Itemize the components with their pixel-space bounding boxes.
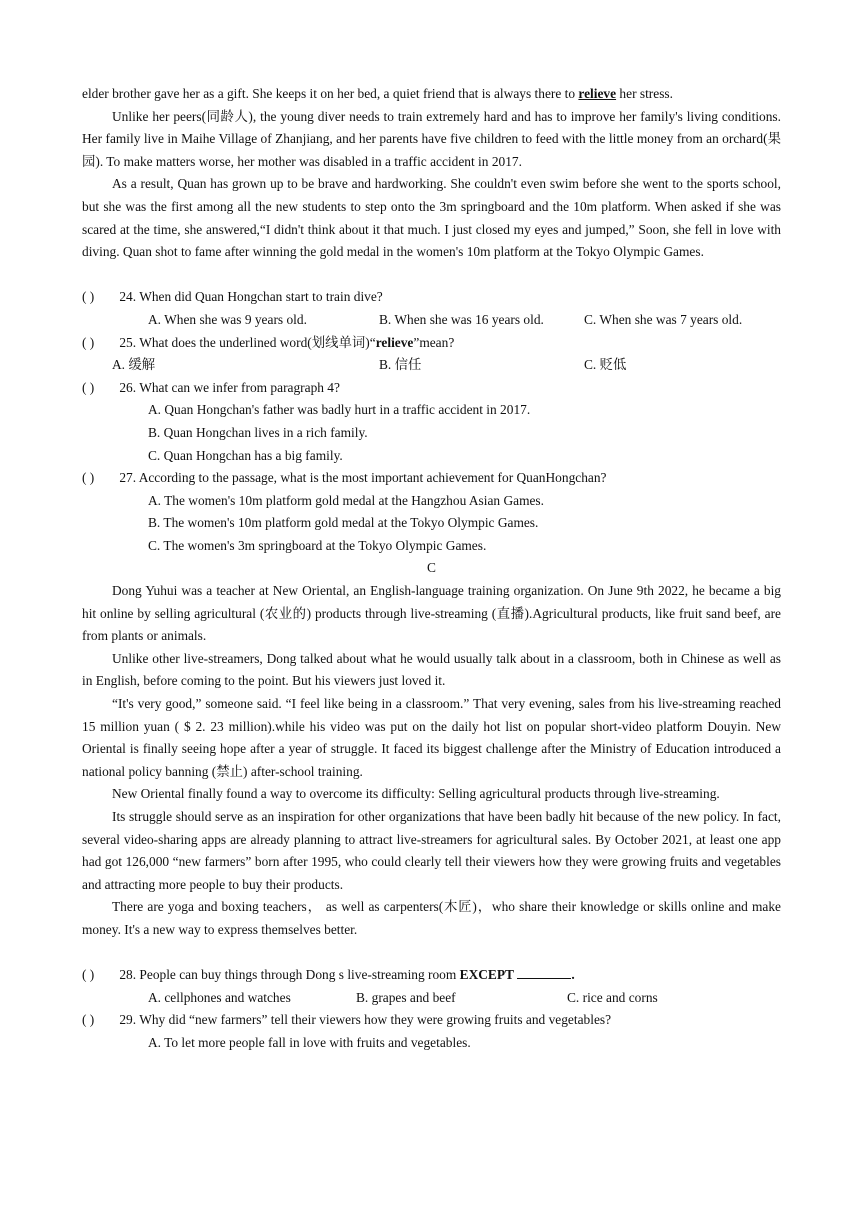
paragraph-text: elder brother gave her as a gift. She keeps it on her bed, a quiet friend that is always there to [82,86,579,101]
question-stem-end: ”mean? [413,334,455,350]
spacer [82,942,781,965]
question-stem: 25. What does the underlined word(划线单词)“ [116,334,376,350]
bold-word-except: EXCEPT [459,967,514,983]
answer-blank[interactable]: ( ) [82,379,95,395]
passage-b-paragraph-3: As a result, Quan has grown up to be brave and hardworking. She couldn't even swim before she went to the sports school, but she was the first among all the new students to step onto the 3m springboard and the 10m platform. When asked if she was scared at the time, she answered,“I didn't think about it that much. I just closed my eyes and jumped,” Soon, she fell in love with diving. Quan shot to fame after winning the gold medal in the women's 10m platform at the Tokyo Olympic Games. [82,176,781,260]
question-29 [82,1009,781,1054]
answer-blank[interactable]: ( ) [82,967,95,983]
question-stem: 26. What can we infer from paragraph 4? [116,379,340,395]
option-a: A. The women's 10m platform gold medal at the Hangzhou Asian Games. [148,492,544,508]
answer-blank[interactable]: ( ) [82,334,95,350]
option-a: A. When she was 9 years old. [148,311,307,327]
answer-blank[interactable]: ( ) [82,1012,95,1028]
option-b: B. When she was 16 years old. [379,311,544,327]
question-stem-end: . [571,967,575,983]
question-25 [82,332,781,377]
option-b: B. grapes and beef [356,989,456,1005]
option-b: B. Quan Hongchan lives in a rich family. [148,424,368,440]
option-c: C. When she was 7 years old. [584,311,743,327]
answer-blank[interactable]: ( ) [82,289,95,305]
question-26 [82,377,781,467]
passage-c-paragraph-3: “It's very good,” someone said. “I feel like being in a classroom.” That very evening, sales from his live-streaming reached 15 million yuan ( $ 2. 23 million).while his video was put on the daily hot list on popular short-video platform Douyin. New Oriental is finally seeing hope after a year of struggle. It faced its biggest challenge after the Ministry of Education introduced a national policy banning (禁止) after-school training. [82,696,781,779]
underlined-word-relieve: relieve [578,86,617,101]
option-c: C. rice and corns [567,989,658,1005]
option-a: A. To let more people fall in love with fruits and vegetables. [148,1034,471,1050]
passage-c-paragraph-6: There are yoga and boxing teachers， as well as carpenters(木匠)，who share their knowledge or skills online and make money. It's a new way to express themselves better. [82,899,781,937]
fill-in-blank-line[interactable] [517,966,571,979]
spacer [82,264,781,287]
option-c: C. The women's 3m springboard at the Tokyo Olympic Games. [148,537,487,553]
passage-c-paragraph-5: Its struggle should serve as an inspiration for other organizations that have been badly hit because of the new policy. In fact, several video-sharing apps are already planning to attract live-streamers for agricultural sales. By October 2021, at least one app had got 126,000 “new farmers” born after 1995, who could clearly tell their viewers how they were growing fruits and vegetables and attracting more people to buy their products. [82,809,781,892]
option-a: A. 缓解 [112,357,156,373]
option-b: B. 信任 [379,357,422,373]
passage-b-paragraph-2: Unlike her peers(同龄人), the young diver needs to train extremely hard and has to improve her family's living conditions. Her family live in Maihe Village of Zhanjiang, and her parents have five children to feed with the little money from an orchard(果园). To make matters worse, her mother was disabled in a traffic accident in 2017. [82,108,781,169]
option-b: B. The women's 10m platform gold medal at the Tokyo Olympic Games. [148,515,539,531]
passage-c-paragraph-1: Dong Yuhui was a teacher at New Oriental, an English-language training organization. On June 9th 2022, he became a big hit online by selling agricultural (农业的) products through live-streaming (直播).Agricultural products, like fruit sand beef, are from plants or animals. [82,583,781,644]
question-24 [82,286,781,331]
option-c: C. 贬低 [584,357,627,373]
passage-c-paragraph-4: New Oriental finally found a way to overcome its difficulty: Selling agricultural products through live-streaming. [112,786,720,802]
paragraph-text: her stress. [616,86,673,101]
section-c-heading: C [427,560,436,576]
bold-word-relieve: relieve [375,334,414,350]
question-27 [82,467,781,557]
question-stem: 24. When did Quan Hongchan start to train dive? [116,289,383,305]
document-page [82,83,781,1055]
option-c: C. Quan Hongchan has a big family. [148,447,343,463]
passage-c-paragraph-2: Unlike other live-streamers, Dong talked about what he would usually talk about in a classroom, both in Chinese as well as in English, before coming to the point. But his viewers just loved it. [82,650,781,689]
question-28 [82,964,781,1009]
option-a: A. Quan Hongchan's father was badly hurt in a traffic accident in 2017. [148,402,531,418]
option-a: A. cellphones and watches [148,989,291,1005]
question-stem: 28. People can buy things through Dong s live-streaming room [116,967,460,983]
question-stem: 27. According to the passage, what is the most important achievement for QuanHongchan? [116,470,607,486]
answer-blank[interactable]: ( ) [82,470,95,486]
question-stem: 29. Why did “new farmers” tell their viewers how they were growing fruits and vegetables? [116,1012,612,1028]
passage-b-paragraph-1 [82,83,781,106]
